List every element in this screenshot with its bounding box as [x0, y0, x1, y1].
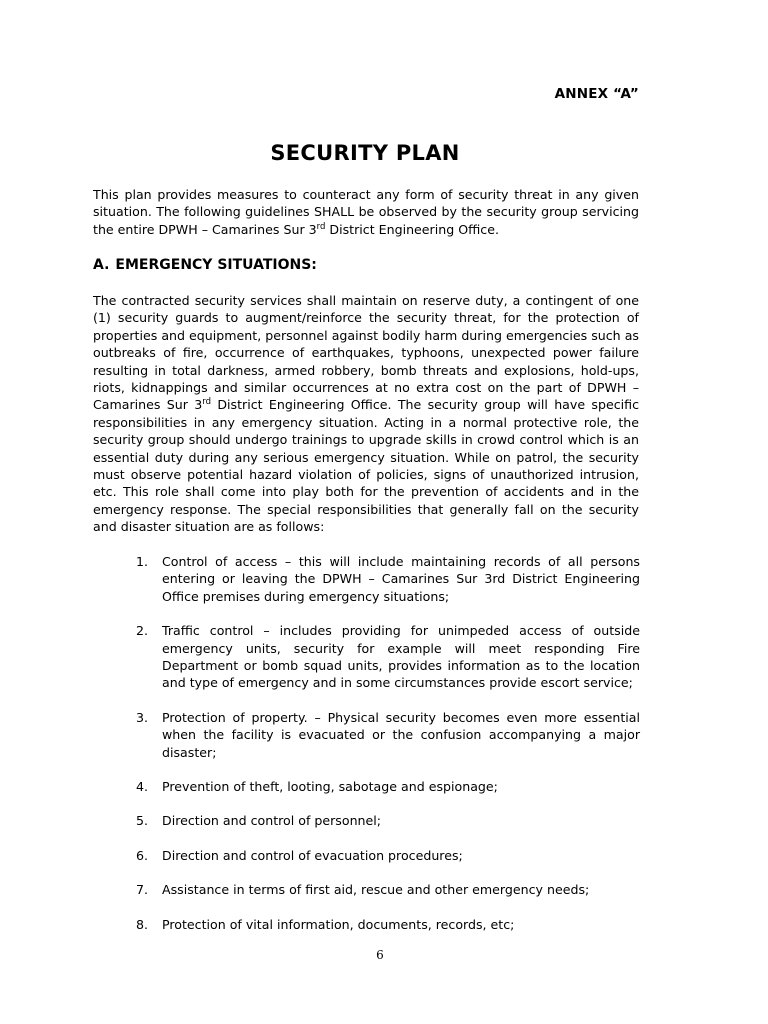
list-item-number: 8. — [136, 916, 149, 932]
list-item-number: 1. — [136, 554, 149, 569]
list-item-text: Direction and control of personnel; — [162, 813, 382, 829]
list-item — [0, 847, 640, 864]
list-item-number: 6. — [136, 847, 149, 863]
list-item-text: Traffic control – includes providing for unimpeded access of outside emergency units, security for example will meet responding Fire Department or bomb squad units, provides information as to the location and type of emergency and in some circumstances provide escort service; — [162, 623, 640, 691]
list-item-number: 2. — [136, 623, 149, 639]
list-item-number: 7. — [136, 882, 149, 898]
list-item-text: Assistance in terms of first aid, rescue and other emergency needs; — [162, 882, 590, 898]
section-number: A. — [93, 257, 110, 273]
intro-paragraph — [93, 186, 639, 238]
list-item-text: Prevention of theft, looting, sabotage and espionage; — [162, 779, 498, 795]
document-title: SECURITY PLAN — [270, 141, 460, 165]
list-item — [0, 812, 640, 829]
section-heading-text: EMERGENCY SITUATIONS: — [115, 257, 317, 273]
list-item — [0, 553, 640, 605]
section-body-text: The contracted security services shall maintain on reserve duty, a contingent of one (1) security guards to augment/reinforce the security threat, for the protection of properties and equipment, personnel against bodily harm during emergencies such as outbreaks of fire, occurrence of earthquakes, typhoons, unexpected power failure resulting in total darkness, armed robbery, bomb threats and explosions, hold-ups, riots, kidnappings and similar occurrences at no extra cost on the part of DPWH – Camarines Sur 3 — [93, 293, 639, 413]
list-item-number: 3. — [136, 709, 149, 725]
list-item — [0, 881, 640, 898]
list-item-text: Direction and control of evacuation procedures; — [162, 847, 463, 863]
list-item-number: 4. — [136, 779, 149, 795]
list-item-text: Protection of vital information, documents, records, etc; — [162, 916, 515, 932]
list-item — [0, 709, 640, 761]
list-item — [0, 622, 640, 692]
section-body-text-end: District Engineering Office. The security group will have specific responsibilities in any emergency situation. Acting in a normal protective role, the security group should undergo trainings to upgrade skills in crowd control which is an essential duty during any serious emergency situation. While on patrol, the security must observe potential hazard violation of policies, signs of unauthorized intrusion, etc. This role shall come into play both for the prevention of accidents and in the emergency response. The special responsibilities that generally fall on the security and disaster situation are as follows: — [93, 397, 639, 535]
list-item — [0, 916, 640, 933]
list-item — [0, 778, 640, 795]
list-item-number: 5. — [136, 813, 149, 829]
section-body-paragraph — [93, 292, 639, 536]
section-heading — [93, 257, 317, 273]
annex-label: ANNEX “A” — [554, 86, 639, 102]
intro-text-end: District Engineering Office. — [325, 221, 499, 237]
intro-superscript: rd — [316, 221, 326, 232]
responsibilities-list — [0, 553, 768, 950]
list-item-text: Protection of property. – Physical security becomes even more essential when the facility is evacuated or the confusion accompanying a major disaster; — [162, 709, 640, 760]
intro-text: This plan provides measures to counteract any form of security threat in any given situation. The following guidelines SHALL be observed by the security group servicing the entire DPWH – Camarines Sur 3 — [93, 187, 639, 237]
page-number: 6 — [376, 948, 384, 962]
list-item-text: Control of access – this will include maintaining records of all persons entering or leaving the DPWH – Camarines Sur 3rd District Engineering Office premises during emergency situations; — [162, 554, 640, 604]
section-body-superscript: rd — [202, 397, 212, 408]
